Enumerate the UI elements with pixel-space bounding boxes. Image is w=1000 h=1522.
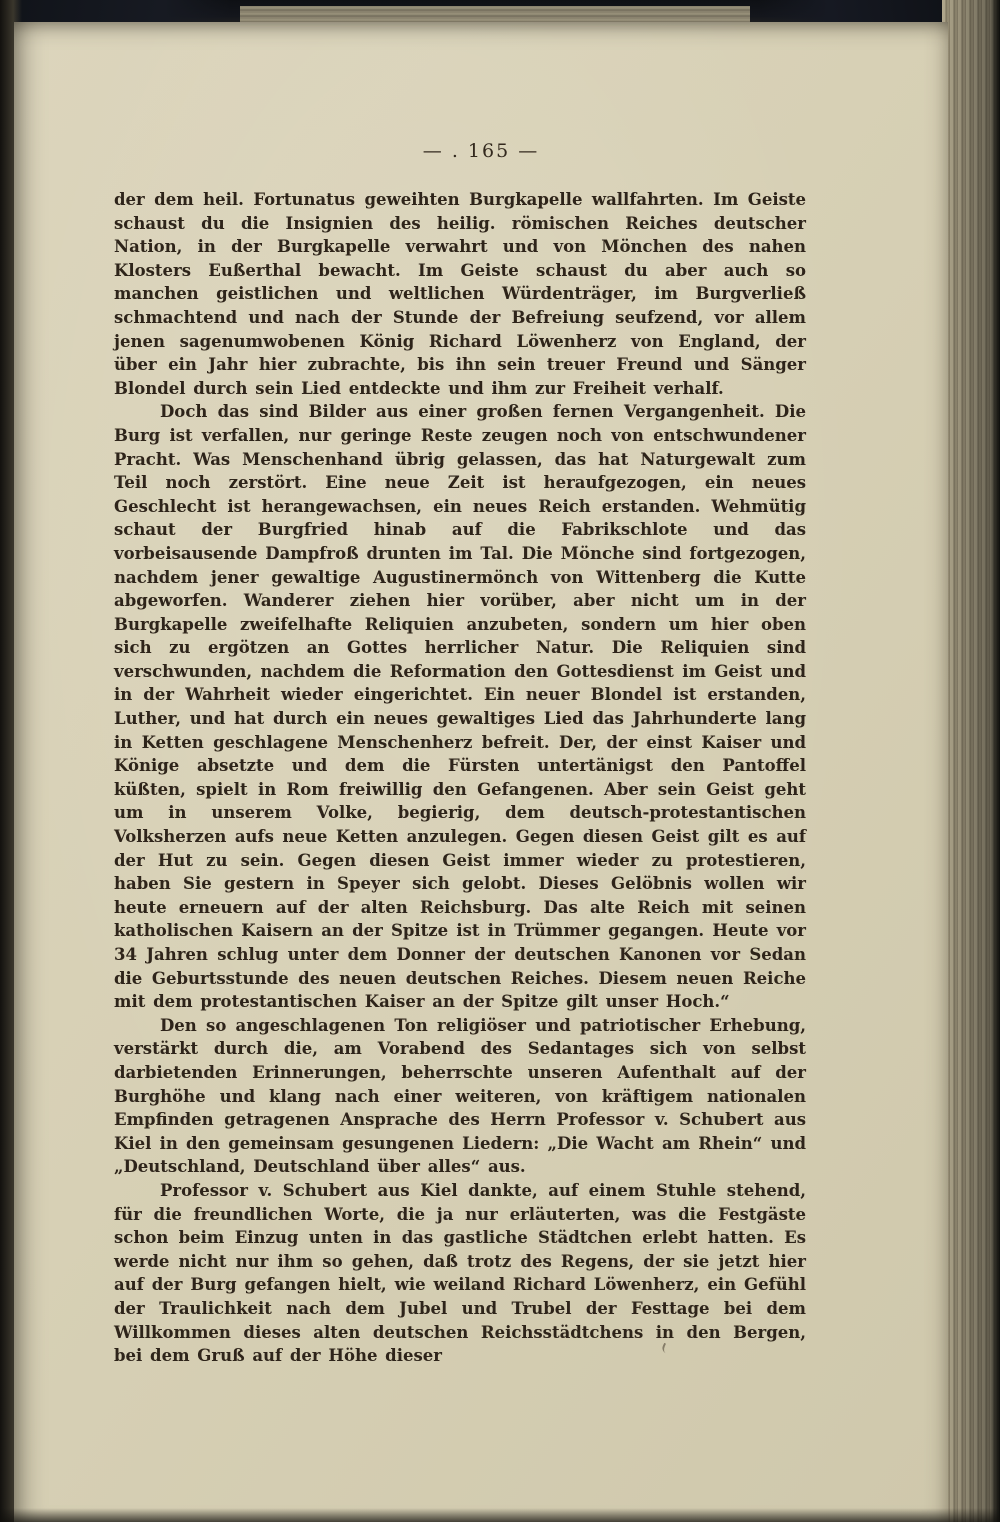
page-number: — . 165 —: [422, 140, 540, 162]
paragraph-continuation: der dem heil. Fortunatus geweihten Burgkapelle wallfahrten. Im Geiste schaust du die Insignien des heilig. römischen Reiches deutscher Nation, in der Burgkapelle verwahrt und von Mönchen des nahen Klosters Eußerthal bewacht. Im Geiste schaust du aber auch so manchen geistlichen und weltlichen Würdenträger, im Burgverließ schmachtend und nach der Stunde der Befreiung seufzend, vor allem jenen sagenumwobenen König Richard Löwenherz von England, der über ein Jahr hier zubrachte, bis ihn sein treuer Freund und Sänger Blondel durch sein Lied entdeckte und ihm zur Freiheit verhalf.: [114, 190, 806, 398]
page-edges-right: [942, 0, 1000, 1522]
paragraph-narration: Den so angeschlagenen Ton religiöser und patriotischer Erhebung, verstärkt durch die, am Vorabend des Sedantages sich von selbst darbietenden Erinnerungen, beherrschte unseren Aufenthalt auf der Burghöhe und klang nach einer weiteren, von kräftigem nationalen Empfinden getragenen Ansprache des Herrn Professor v. Schubert aus Kiel in den gemeinsam gesungenen Liedern: „Die Wacht am Rhein“ und „Deutschland, Deutschland über alles“ aus.: [114, 1015, 806, 1177]
body-text: [114, 188, 806, 1368]
paragraph-speech: Doch das sind Bilder aus einer großen fernen Vergangenheit. Die Burg ist verfallen, nur geringe Reste zeugen noch von entschwundener Pracht. Was Menschenhand übrig gelassen, das hat Naturgewalt zum Teil noch zerstört. Eine neue Zeit ist heraufgezogen, ein neues Geschlecht ist herangewachsen, ein neues Reich erstanden. Wehmütig schaut der Burgfried hinab auf die Fabrikschlote und das vorbeisausende Dampfroß drunten im Tal. Die Mönche sind fortgezogen, nachdem jener gewaltige Augustinermönch von Wittenberg die Kutte abgeworfen. Wanderer ziehen hier vorüber, aber nicht um in der Burgkapelle zweifelhafte Reliquien anzubeten, sondern um hier oben sich zu ergötzen an Gottes herrlicher Natur. Die Reliquien sind verschwunden, nachdem die Reformation den Gottesdienst im Geist und in der Wahrheit wieder eingerichtet. Ein neuer Blondel ist erstanden, Luther, und hat durch ein neues gewaltiges Lied das Jahrhunderte lang in Ketten geschlagene Menschenherz befreit. Der, der einst Kaiser und Könige absetzte und dem die Fürsten untertänigst den Pantoffel küßten, spielt in Rom freiwillig den Gefangenen. Aber sein Geist geht um in unserem Volke, begierig, dem deutsch-protestantischen Volksherzen aufs neue Ketten anzulegen. Gegen diesen Geist gilt es auf der Hut zu sein. Gegen diesen Geist immer wieder zu protestieren, haben Sie gestern in Speyer sich gelobt. Dieses Gelöbnis wollen wir heute erneuern auf der alten Reichsburg. Das alte Reich mit seinen katholischen Kaisern an der Spitze ist in Trümmer gegangen. Heute vor 34 Jahren schlug unter dem Donner der deutschen Kanonen vor Sedan die Geburtsstunde des neuen deutschen Reiches. Diesem neuen Reiche mit dem protestantischen Kaiser an der Spitze gilt unser Hoch.“: [114, 402, 806, 1012]
paragraph-schubert: Professor v. Schubert aus Kiel dankte, auf einem Stuhle stehend, für die freundlichen Worte, die ja nur erläuterten, was die Festgäste schon beim Einzug unten in das gastliche Städtchen erlebt hatten. Es werde nicht nur ihm so gehen, daß trotz des Regens, der sie jetzt hier auf der Burg gefangen hielt, wie weiland Richard Löwenherz, ein Gefühl der Traulichkeit nach dem Jubel und Trubel der Festtage bei dem Willkommen dieses alten deutschen Reichsstädtchens in den Bergen, bei dem Gruß auf der Höhe dieser: [114, 1180, 806, 1366]
book-page: [14, 22, 948, 1522]
book-bottom-shadow: [0, 1508, 1000, 1522]
